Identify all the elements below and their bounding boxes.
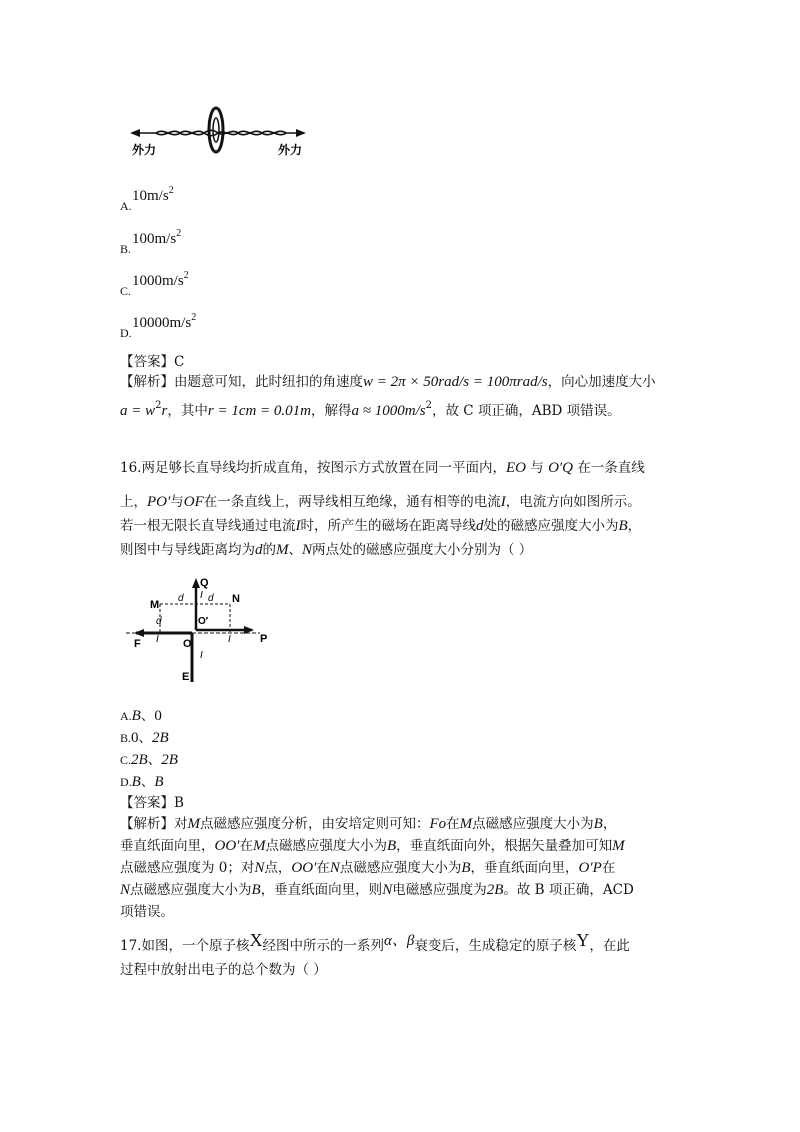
- q16-stem-line2: 上，PO′与OF在一条直线上，两导线相互绝缘，通有相等的电流I，电流方向如图所示。: [120, 494, 641, 510]
- svg-text:I: I: [228, 634, 231, 645]
- q16-stem-line4: 则图中与导线距离均为d的M、N两点处的磁感应强度大小分别为（ ）: [120, 542, 533, 558]
- q16-option-c: C.2B、2B: [120, 752, 178, 768]
- q17-stem-line2: 过程中放射出电子的总个数为（ ）: [120, 962, 327, 978]
- q16-analysis-line3: 点磁感应强度为 0；对N点，OO′在N点磁感应强度大小为B，垂直纸面向里，O′P在: [120, 860, 616, 876]
- q16-analysis-line2: 垂直纸面向里，OO′在M点磁感应强度大小为B，垂直纸面向外，根据矢量叠加可知M: [120, 838, 625, 854]
- q16-answer: 【答案】B: [120, 795, 184, 811]
- q16-analysis-line5: 项错误。: [120, 904, 174, 920]
- svg-text:I: I: [200, 650, 203, 661]
- svg-text:d: d: [178, 593, 184, 604]
- right-arrow-icon: [296, 129, 306, 137]
- q17-stem-line1: 17.如图，一个原子核X经图中所示的一系列α、β衰变后，生成稳定的原子核Y，在此: [120, 930, 630, 954]
- svg-text:N: N: [232, 593, 240, 605]
- q16-option-a: A.B、0: [120, 708, 162, 724]
- svg-text:O: O: [183, 638, 192, 650]
- left-force-label: 外力: [132, 143, 157, 157]
- svg-text:Q: Q: [200, 577, 209, 589]
- q16-analysis-line1: 【解析】对M点磁感应强度分析，由安培定则可知：Fo在M点磁感应强度大小为B，: [120, 816, 617, 832]
- svg-text:F: F: [134, 638, 141, 650]
- svg-text:E: E: [182, 671, 190, 683]
- wires-figure: [120, 572, 270, 692]
- q15-analysis-line2: $a = w^2r$，其中r = 1cm = 0.01m，解得$a \approx 1000m/s^2$，故 C 项正确，ABD 项错误。: [120, 400, 621, 419]
- right-force-label: 外力: [278, 143, 303, 157]
- svg-text:I: I: [200, 590, 203, 601]
- q16-option-d: D.B、B: [120, 774, 164, 790]
- svg-text:M: M: [150, 599, 160, 611]
- svg-text:P: P: [260, 633, 268, 645]
- q16-stem-line3: 若一根无限长直导线通过电流I时，所产生的磁场在距离导线d处的磁感应强度大小为B，: [120, 518, 642, 534]
- svg-text:I: I: [156, 634, 159, 645]
- q16-analysis-line4: N点磁感应强度大小为B，垂直纸面向里，则N电磁感应强度为2B。故 B 项正确，ACD: [120, 882, 634, 898]
- q16-option-b: B.0、2B: [120, 730, 169, 746]
- q16-stem-line1: 16.两足够长直导线均折成直角，按图示方式放置在同一平面内，EO 与 O′Q 在一条直线: [120, 460, 645, 476]
- svg-text:O′: O′: [198, 616, 209, 627]
- button-string-figure: [128, 100, 308, 160]
- svg-text:d: d: [208, 593, 214, 604]
- q15-analysis-line1: 【解析】由题意可知，此时纽扣的角速度w = 2π × 50rad/s = 100πrad/s，向心加速度大小: [120, 374, 656, 390]
- q15-answer: 【答案】C: [120, 354, 185, 370]
- svg-text:d: d: [156, 616, 162, 627]
